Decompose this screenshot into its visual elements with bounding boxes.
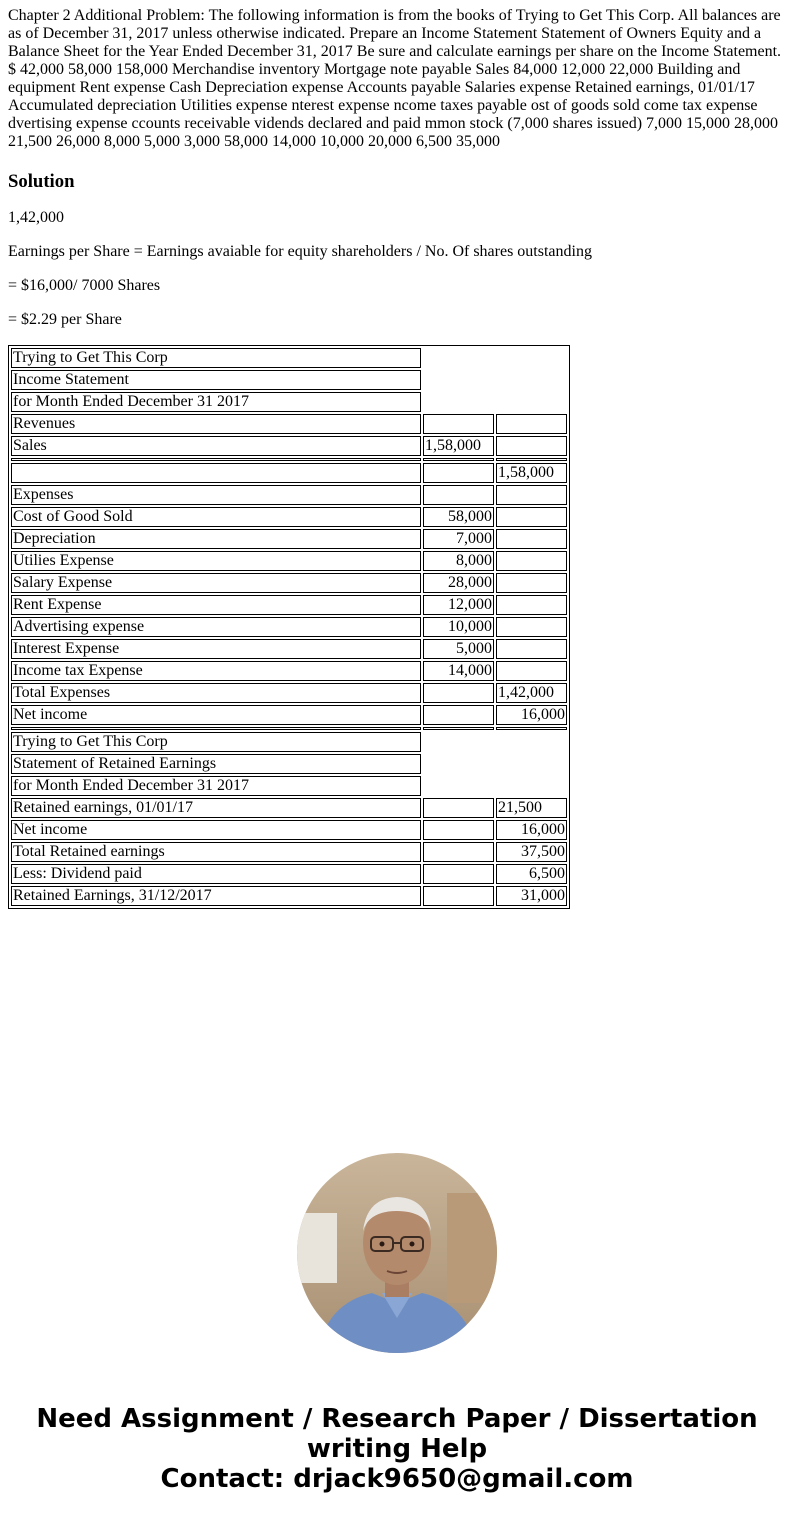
expense-label: Salary Expense — [11, 573, 421, 593]
re-row-label: Retained earnings, 01/01/17 — [11, 798, 421, 818]
author-photo — [297, 1153, 497, 1353]
expense-label: Rent Expense — [11, 595, 421, 615]
re-row-label: Net income — [11, 820, 421, 840]
re-row-label: Less: Dividend paid — [11, 864, 421, 884]
re-row-amount: 31,000 — [496, 886, 567, 906]
table-row — [11, 705, 567, 725]
expenses-label: Expenses — [11, 485, 421, 505]
expense-amount: 14,000 — [423, 661, 494, 681]
table-row — [11, 436, 567, 456]
is-company: Trying to Get This Corp — [11, 348, 421, 368]
person-portrait-icon — [297, 1153, 497, 1353]
expense-amount: 58,000 — [423, 507, 494, 527]
expense-label: Utilies Expense — [11, 551, 421, 571]
eps-result: = $2.29 per Share — [8, 311, 122, 328]
is-title: Income Statement — [11, 370, 421, 390]
retained-earnings-row — [11, 798, 567, 818]
expense-amount: 10,000 — [423, 617, 494, 637]
retained-earnings-row — [11, 864, 567, 884]
expense-rows — [11, 507, 567, 681]
table-row — [11, 754, 567, 774]
re-row-amount: 21,500 — [496, 798, 567, 818]
retained-earnings-row — [11, 820, 567, 840]
expense-row — [11, 529, 567, 549]
problem-text: Chapter 2 Additional Problem: The following information is from the books of Trying to Get This Corp. All balances are as of December 31, 2017 unless otherwise indicated. Prepare an Income Statement Statement of Owners Equity and a Balance Sheet for the Year Ended December 31, 2017 Be sure and calculate earnings per share on the Income Statement. $ 42,000 58,000 158,000 Merchandise inventory Mortgage note payable Sales 84,000 12,000 22,000 Building and equipment Rent expense Cash Depreciation expense Accounts payable Salaries expense Retained earnings, 01/01/17 Accumulated depreciation Utilities expense nterest expense ncome taxes payable ost of goods sold come tax expense dvertising expense ccounts receivable vidends declared and paid mmon stock (7,000 shares issued) 7,000 15,000 28,000 21,500 26,000 8,000 5,000 3,000 58,000 14,000 10,000 20,000 6,500 35,000 — [8, 7, 782, 150]
expense-row — [11, 507, 567, 527]
re-company: Trying to Get This Corp — [11, 732, 421, 752]
ad-line-1: Need Assignment / Research Paper / Dissertation — [36, 1404, 758, 1434]
expense-row — [11, 639, 567, 659]
eps-formula: Earnings per Share = Earnings avaiable for equity shareholders / No. Of shares outstanding — [8, 243, 592, 260]
revenues-label: Revenues — [11, 414, 421, 434]
expense-label: Advertising expense — [11, 617, 421, 637]
expense-label: Income tax Expense — [11, 661, 421, 681]
table-row — [11, 348, 567, 368]
retained-earnings-row — [11, 842, 567, 862]
total-expenses-label: Total Expenses — [11, 683, 421, 703]
expense-amount: 5,000 — [423, 639, 494, 659]
double-rule — [11, 458, 567, 461]
re-period: for Month Ended December 31 2017 — [11, 776, 421, 796]
net-income-amount: 16,000 — [496, 705, 567, 725]
expense-amount: 8,000 — [423, 551, 494, 571]
expense-row — [11, 661, 567, 681]
is-period: for Month Ended December 31 2017 — [11, 392, 421, 412]
expense-amount: 28,000 — [423, 573, 494, 593]
expense-amount: 7,000 — [423, 529, 494, 549]
retained-earnings-row — [11, 886, 567, 906]
sales-total: 1,58,000 — [496, 463, 567, 483]
expense-row — [11, 551, 567, 571]
total-expenses-amount: 1,42,000 — [496, 683, 567, 703]
re-row-amount: 37,500 — [496, 842, 567, 862]
ad-contact-line: Contact: drjack9650@gmail.com — [160, 1464, 634, 1494]
re-row-label: Retained Earnings, 31/12/2017 — [11, 886, 421, 906]
financial-statements-table — [8, 345, 570, 909]
sales-label: Sales — [11, 436, 421, 456]
expense-label: Depreciation — [11, 529, 421, 549]
re-title: Statement of Retained Earnings — [11, 754, 421, 774]
expense-row — [11, 617, 567, 637]
expense-label: Interest Expense — [11, 639, 421, 659]
re-row-amount: 6,500 — [496, 864, 567, 884]
ad-line-2: writing Help — [306, 1434, 488, 1464]
solution-line-total: 1,42,000 — [8, 209, 64, 226]
retained-earnings-rows — [11, 798, 567, 906]
re-row-label: Total Retained earnings — [11, 842, 421, 862]
expense-amount: 12,000 — [423, 595, 494, 615]
sales-amount: 1,58,000 — [423, 436, 494, 456]
re-row-amount: 16,000 — [496, 820, 567, 840]
table-row — [11, 463, 567, 483]
expense-row — [11, 595, 567, 615]
table-row — [11, 776, 567, 796]
expense-row — [11, 573, 567, 593]
table-row — [11, 392, 567, 412]
eps-calculation: = $16,000/ 7000 Shares — [8, 277, 161, 294]
double-rule — [11, 727, 567, 730]
expense-label: Cost of Good Sold — [11, 507, 421, 527]
advertisement-banner — [0, 1404, 794, 1494]
table-row — [11, 370, 567, 390]
table-row — [11, 485, 567, 505]
net-income-label: Net income — [11, 705, 421, 725]
table-row — [11, 683, 567, 703]
solution-heading: Solution — [8, 171, 75, 192]
table-row — [11, 732, 567, 752]
document-body — [8, 7, 786, 909]
table-row — [11, 414, 567, 434]
